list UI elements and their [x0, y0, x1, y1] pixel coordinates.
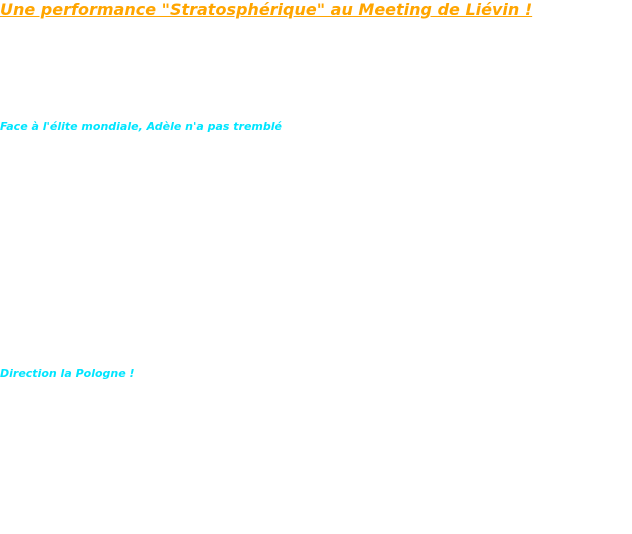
section-heading-1: Face à l'élite mondiale, Adèle n'a pas tremblé: [0, 120, 282, 133]
section-heading-2: Direction la Pologne !: [0, 367, 135, 380]
page-title: Une performance "Stratosphérique" au Meeting de Liévin !: [0, 0, 533, 19]
